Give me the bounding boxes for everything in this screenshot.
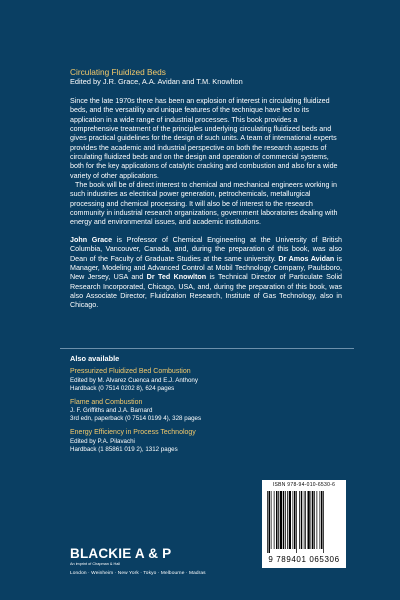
bio-name-grace: John Grace (70, 235, 113, 244)
publisher-logo (70, 547, 290, 577)
related-book-authors: Edited by P.A. Pilavachi (70, 437, 135, 445)
also-available-heading: Also available (70, 354, 120, 363)
book-title: Circulating Fluidized Beds (70, 67, 166, 77)
related-book-title: Flame and Combustion (70, 398, 143, 406)
related-book-authors: J. F. Griffiths and J.A. Barnard (70, 407, 153, 415)
barcode-bars-icon (266, 491, 342, 553)
book-description (70, 97, 342, 228)
bio-text-knowlton: is Technical Director of Particulate Solid Research Incorporated, Chicago, USA, and, during the preparation of this book, was also Associate Director, Fluidization Research, Institute of Gas Technology, also in Chicago. (70, 273, 342, 310)
bio-name-avidan: Dr Amos Avidan (278, 254, 335, 263)
bio-text-grace: is Professor of Chemical Engineering at the University of British Columbia, Vancouver, Canada, and, during the preparation of this book, was also Dean of the Faculty of Graduate Studies at the same university. (70, 235, 342, 263)
related-book-details: Hardback (1 85861 019 2), 1312 pages (70, 445, 178, 453)
also-available-list (70, 368, 300, 460)
related-book-title: Pressurized Fluidized Bed Combustion (70, 368, 191, 375)
publisher-cities: London · Weinheim · New York · Tokyo · Melbourne · Madras (70, 571, 206, 576)
isbn-label: ISBN 978-94-010-6530-6 (272, 482, 336, 488)
book-editors: Edited by J.R. Grace, A.A. Avidan and T.M. Knowlton (70, 77, 243, 86)
list-item (70, 399, 300, 424)
list-item (70, 429, 300, 454)
publisher-name: BLACKIE A & P (70, 546, 172, 561)
related-book-authors: Edited by M. Alvarez Cuenca and E.J. Anthony (70, 376, 198, 384)
publisher-imprint: An imprint of Chapman & Hall (70, 562, 121, 566)
related-book-details: Hardback (0 7514 0202 8), 624 pages (70, 384, 175, 392)
description-paragraph-1: Since the late 1970s there has been an explosion of interest in circulating fluidized beds, and the versatility and unique features of the technique have led to its application in a wide range of industrial processes. This book provides a comprehensive treatment of the principles underlying circulating fluidized beds and gives practical guidelines for the design of such units. A team of international experts provides the academic and industrial perspective on both the research aspects of circulating fluidized beds and on the design and operation of commercial systems, both for the key applications of catalytic cracking and combustion and also for a wide variety of other applications. (70, 97, 338, 180)
barcode-digits: 9 789401 065306 (268, 555, 340, 564)
description-paragraph-2: The book will be of direct interest to chemical and mechanical engineers working in such industries as electrical power generation, petrochemicals, metallurgical processing and chemical processing. It will also be of interest to the research community in industrial research organizations, government laboratories dealing with energy and environmental issues, and academic institutions. (70, 181, 338, 227)
related-book-title: Energy Efficiency in Process Technology (70, 429, 196, 437)
related-book-details: 3rd edn, paperback (0 7514 0199 4), 328 pages (70, 415, 202, 423)
isbn-barcode (262, 480, 346, 568)
bio-text-avidan: is Manager, Modeling and Advanced Control at Mobil Technology Company, Paulsboro, New Jersey, USA and (70, 254, 342, 282)
section-divider (60, 348, 354, 349)
editor-biographies (70, 236, 342, 311)
list-item (70, 368, 300, 393)
bio-name-knowlton: Dr Ted Knowlton (146, 273, 207, 282)
